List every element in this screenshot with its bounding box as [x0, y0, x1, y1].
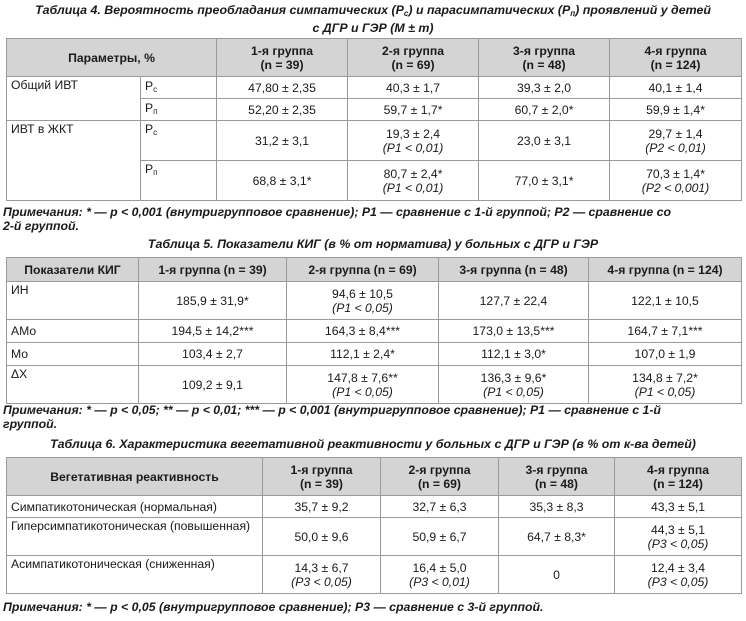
table-row — [7, 343, 742, 366]
table-row — [7, 556, 742, 594]
table4-title-line2: с ДГР и ГЭР (М ± m) — [312, 21, 434, 35]
table6-header-group4: 4-я группа (n = 124) — [615, 458, 742, 496]
table5-title: Таблица 5. Показатели КИГ (в % от норматива) у больных с ДГР и ГЭР — [147, 237, 599, 251]
table5-value-cell: 173,0 ± 13,5*** — [439, 320, 589, 343]
table6-header-group2: 2-я группа (n = 69) — [381, 458, 499, 496]
table4-param-cell: Общий ИВТ — [7, 77, 141, 121]
table5-value-cell: 164,7 ± 7,1*** — [589, 320, 742, 343]
table-row — [7, 121, 742, 161]
table4-value-cell: 60,7 ± 2,0* — [479, 99, 610, 121]
table4-header-param: Параметры, % — [7, 39, 217, 77]
table6-value-cell: 35,3 ± 8,3 — [499, 496, 615, 518]
table4-value-cell: 59,9 ± 1,4* — [610, 99, 742, 121]
table4-title-sub1: с — [403, 9, 409, 18]
table4 — [6, 38, 742, 201]
table4-note-line2: 2-й группой. — [3, 219, 79, 233]
table4-title-sub2: п — [570, 9, 576, 18]
table4-value-cell: 77,0 ± 3,1* — [479, 161, 610, 201]
table5-header-param: Показатели КИГ — [7, 258, 139, 282]
table6-note: Примечания: * — p < 0,05 (внутригрупповое сравнение); P3 — сравнение с 3-й группой. — [3, 600, 544, 614]
table4-sub-cell: $Р_с$ — [141, 77, 217, 99]
table4-value-cell: 19,3 ± 2,4 (P1 < 0,01) — [348, 121, 479, 161]
table4-value-cell: 80,7 ± 2,4* (P1 < 0,01) — [348, 161, 479, 201]
table4-value-cell: 68,8 ± 3,1* — [217, 161, 348, 201]
table5-value-cell: 94,6 ± 10,5 (P1 < 0,05) — [287, 282, 439, 320]
table6-value-cell: 64,7 ± 8,3* — [499, 518, 615, 556]
table-row — [7, 282, 742, 320]
table-row — [7, 320, 742, 343]
table6-value-cell: 32,7 ± 6,3 — [381, 496, 499, 518]
table5-header-group1: 1-я группа (n = 39) — [139, 258, 287, 282]
table4-param-cell: ИВТ в ЖКТ — [7, 121, 141, 201]
table5-header-row — [7, 258, 742, 282]
table5-header-group4: 4-я группа (n = 124) — [589, 258, 742, 282]
table4-value-cell: 23,0 ± 3,1 — [479, 121, 610, 161]
table4-header-group3: 3-я группа (n = 48) — [479, 39, 610, 77]
table5-param-cell: ΔX — [7, 366, 139, 404]
table5-note — [3, 403, 743, 431]
table4-value-cell: 59,7 ± 1,7* — [348, 99, 479, 121]
table6-value-cell: 43,3 ± 5,1 — [615, 496, 742, 518]
table4-value-cell: 39,3 ± 2,0 — [479, 77, 610, 99]
table4-header-group2: 2-я группа (n = 69) — [348, 39, 479, 77]
table6-param-cell: Гиперсимпатикотоническая (повышенная) — [7, 518, 263, 556]
table5-param-cell: ИН — [7, 282, 139, 320]
table6-value-cell: 44,3 ± 5,1 (P3 < 0,05) — [615, 518, 742, 556]
table4-title-part3: ) проявлений у детей — [575, 3, 711, 17]
table4-header-group1: 1-я группа (n = 39) — [217, 39, 348, 77]
table5-value-cell: 109,2 ± 9,1 — [139, 366, 287, 404]
table5-header-group2: 2-я группа (n = 69) — [287, 258, 439, 282]
table-row — [7, 518, 742, 556]
table5-value-cell: 112,1 ± 2,4* — [287, 343, 439, 366]
table4-note — [3, 205, 743, 233]
table6-header-group3: 3-я группа (n = 48) — [499, 458, 615, 496]
table5-note-line1: Примечания: * — p < 0,05; ** — p < 0,01; *** — p < 0,001 (внутригрупповое сравнение); P1 — сравнение с 1-й — [3, 403, 661, 417]
table5-header-group3: 3-я группа (n = 48) — [439, 258, 589, 282]
table5-value-cell: 103,4 ± 2,7 — [139, 343, 287, 366]
table4-title-part2: ) и парасимпатических (Р — [408, 3, 571, 17]
table6-header-param: Вегетативная реактивность — [7, 458, 263, 496]
table-row — [7, 496, 742, 518]
table4-note-line1: Примечания: * — p < 0,001 (внутригрупповое сравнение); P1 — сравнение с 1-й группой; P2 — сравнение со — [3, 205, 671, 219]
table5 — [6, 257, 742, 404]
table4-value-cell: 47,80 ± 2,35 — [217, 77, 348, 99]
table5-value-cell: 127,7 ± 22,4 — [439, 282, 589, 320]
table5-value-cell: 107,0 ± 1,9 — [589, 343, 742, 366]
table6 — [6, 457, 742, 594]
table5-value-cell: 134,8 ± 7,2* (P1 < 0,05) — [589, 366, 742, 404]
table6-header-group1: 1-я группа (n = 39) — [263, 458, 381, 496]
table4-value-cell: 29,7 ± 1,4 (P2 < 0,01) — [610, 121, 742, 161]
table5-note-line2: группой. — [3, 417, 58, 431]
table6-value-cell: 16,4 ± 5,0 (P3 < 0,01) — [381, 556, 499, 594]
table4-value-cell: 40,1 ± 1,4 — [610, 77, 742, 99]
table-row — [7, 77, 742, 99]
table5-value-cell: 147,8 ± 7,6** (P1 < 0,05) — [287, 366, 439, 404]
table5-value-cell: 136,3 ± 9,6* (P1 < 0,05) — [439, 366, 589, 404]
table4-value-cell: 40,3 ± 1,7 — [348, 77, 479, 99]
table5-value-cell: 194,5 ± 14,2*** — [139, 320, 287, 343]
table4-header-row — [7, 39, 742, 77]
table5-param-cell: АМо — [7, 320, 139, 343]
table5-value-cell: 185,9 ± 31,9* — [139, 282, 287, 320]
table4-title — [0, 3, 746, 36]
table6-header-row — [7, 458, 742, 496]
table-row — [7, 366, 742, 404]
table6-param-cell: Симпатикотоническая (нормальная) — [7, 496, 263, 518]
table4-sub-cell: $Р_п$ — [141, 161, 217, 201]
table4-header-group4: 4-я группа (n = 124) — [610, 39, 742, 77]
table6-value-cell: 35,7 ± 9,2 — [263, 496, 381, 518]
table5-value-cell: 164,3 ± 8,4*** — [287, 320, 439, 343]
table6-value-cell: 50,0 ± 9,6 — [263, 518, 381, 556]
table4-sub-cell: $Р_с$ — [141, 121, 217, 161]
table4-value-cell: 70,3 ± 1,4* (P2 < 0,001) — [610, 161, 742, 201]
table6-value-cell: 14,3 ± 6,7 (P3 < 0,05) — [263, 556, 381, 594]
table6-value-cell: 12,4 ± 3,4 (P3 < 0,05) — [615, 556, 742, 594]
table6-value-cell: 50,9 ± 6,7 — [381, 518, 499, 556]
table4-title-part1: Таблица 4. Вероятность преобладания симпатических (Р — [35, 3, 404, 17]
table4-value-cell: 31,2 ± 3,1 — [217, 121, 348, 161]
table5-param-cell: Мо — [7, 343, 139, 366]
table5-value-cell: 122,1 ± 10,5 — [589, 282, 742, 320]
table6-value-cell: 0 — [499, 556, 615, 594]
table4-sub-cell: $Р_п$ — [141, 99, 217, 121]
table6-title: Таблица 6. Характеристика вегетативной реактивности у больных с ДГР и ГЭР (в % от к-ва детей) — [50, 437, 696, 451]
table5-value-cell: 112,1 ± 3,0* — [439, 343, 589, 366]
table4-value-cell: 52,20 ± 2,35 — [217, 99, 348, 121]
table6-param-cell: Асимпатикотоническая (сниженная) — [7, 556, 263, 594]
